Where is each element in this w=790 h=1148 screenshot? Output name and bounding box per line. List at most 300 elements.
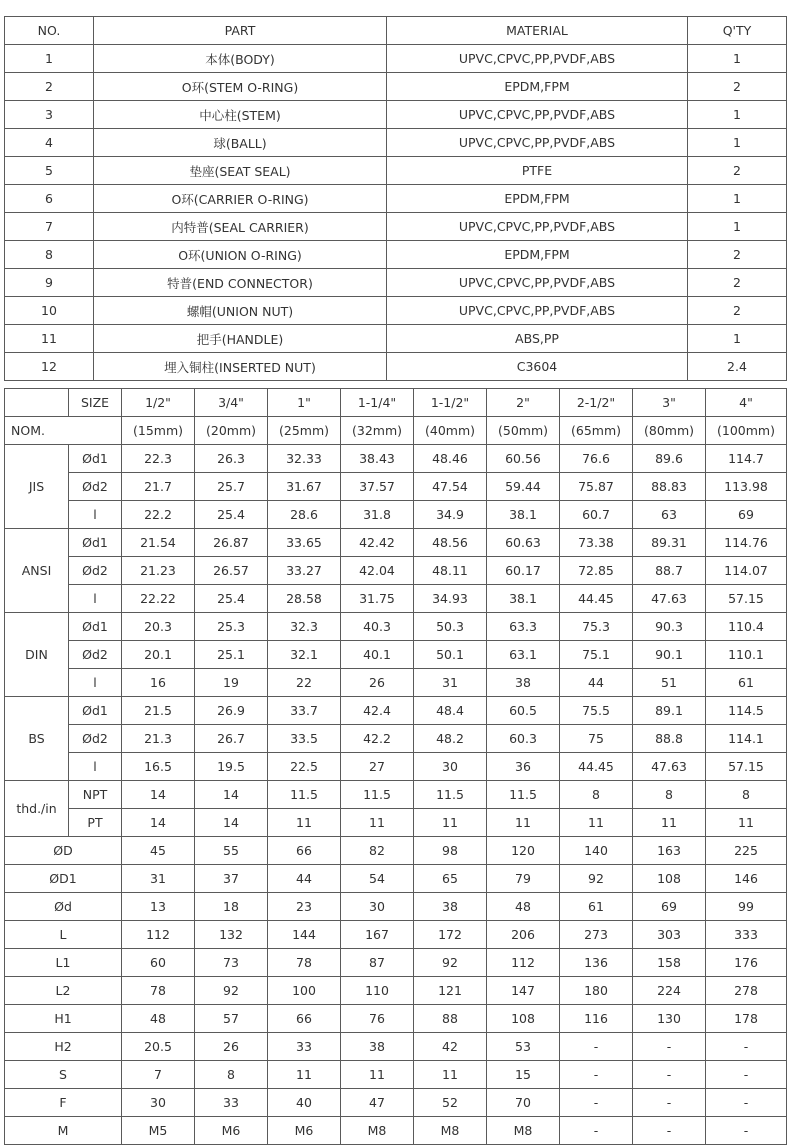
dimension-value-cell: 172 (414, 921, 487, 949)
dimension-label: L1 (5, 949, 122, 977)
part-qty-cell: 1 (688, 129, 787, 157)
dimension-value-cell: 114.07 (706, 557, 787, 585)
dimension-value-cell: 47.63 (633, 753, 706, 781)
part-row (5, 45, 787, 73)
dimension-value-cell: 38 (341, 1033, 414, 1061)
dimension-value-cell: 60.5 (487, 697, 560, 725)
nom-header-cell: (25mm) (268, 417, 341, 445)
dimension-value-cell: 60.7 (560, 501, 633, 529)
dimension-value-cell: M8 (414, 1117, 487, 1145)
dimension-value-cell: 22.22 (122, 585, 195, 613)
dimension-value-cell: - (633, 1089, 706, 1117)
dimension-value-cell: 11 (414, 809, 487, 837)
standard-group-label: thd./in (5, 781, 69, 837)
dimension-value-cell: 11 (706, 809, 787, 837)
dimension-value-cell: 92 (560, 865, 633, 893)
dimension-value-cell: 90.1 (633, 641, 706, 669)
dimension-value-cell: - (560, 1117, 633, 1145)
dimension-value-cell: 11 (268, 809, 341, 837)
dimension-row (5, 1005, 787, 1033)
dimension-value-cell: 8 (633, 781, 706, 809)
dimension-label: S (5, 1061, 122, 1089)
dimension-value-cell: 132 (195, 921, 268, 949)
dimension-value-cell: 21.3 (122, 725, 195, 753)
part-row (5, 325, 787, 353)
part-row (5, 297, 787, 325)
dimension-value-cell: 114.76 (706, 529, 787, 557)
dimension-value-cell: 78 (122, 977, 195, 1005)
nom-header-cell: (32mm) (341, 417, 414, 445)
size-header-cell: 2" (487, 389, 560, 417)
dimension-value-cell: 140 (560, 837, 633, 865)
dimension-row (5, 893, 787, 921)
part-material-cell: PTFE (387, 157, 688, 185)
dimension-value-cell: 65 (414, 865, 487, 893)
dimension-value-cell: 48.56 (414, 529, 487, 557)
dimension-label: L (5, 921, 122, 949)
dimension-value-cell: 333 (706, 921, 787, 949)
dimension-value-cell: - (706, 1033, 787, 1061)
part-row (5, 353, 787, 381)
dimension-sub-label: Ød2 (69, 725, 122, 753)
dimension-value-cell: 21.7 (122, 473, 195, 501)
dimension-value-cell: - (560, 1061, 633, 1089)
dimension-value-cell: 121 (414, 977, 487, 1005)
dimension-value-cell: - (706, 1089, 787, 1117)
dimension-value-cell: 26 (195, 1033, 268, 1061)
nom-header-cell: (15mm) (122, 417, 195, 445)
dimension-sub-label: PT (69, 809, 122, 837)
dimension-value-cell: 60.3 (487, 725, 560, 753)
part-material-cell: UPVC,CPVC,PP,PVDF,ABS (387, 129, 688, 157)
dimension-label: ØD1 (5, 865, 122, 893)
dimension-value-cell: 273 (560, 921, 633, 949)
size-header-cell: 2-1/2" (560, 389, 633, 417)
part-material-cell: UPVC,CPVC,PP,PVDF,ABS (387, 269, 688, 297)
dimension-value-cell: 22 (268, 669, 341, 697)
dimension-value-cell: 31 (122, 865, 195, 893)
dimension-value-cell: 25.4 (195, 585, 268, 613)
dimension-value-cell: 26.7 (195, 725, 268, 753)
nom-header-cell: (20mm) (195, 417, 268, 445)
dimension-value-cell: 108 (633, 865, 706, 893)
dimension-value-cell: 63 (633, 501, 706, 529)
dimension-row (5, 529, 787, 557)
size-header-cell: 1-1/2" (414, 389, 487, 417)
dimension-value-cell: 50.3 (414, 613, 487, 641)
dimension-value-cell: 31.75 (341, 585, 414, 613)
dimension-sub-label: Ød1 (69, 613, 122, 641)
dimension-value-cell: 30 (341, 893, 414, 921)
dimension-value-cell: 25.4 (195, 501, 268, 529)
part-qty-cell: 2 (688, 269, 787, 297)
dimension-row (5, 641, 787, 669)
part-name-cell: 把手(HANDLE) (94, 325, 387, 353)
dimension-value-cell: 55 (195, 837, 268, 865)
part-row (5, 185, 787, 213)
dimension-value-cell: 26 (341, 669, 414, 697)
dimension-value-cell: 38 (414, 893, 487, 921)
dimension-value-cell: 60 (122, 949, 195, 977)
part-no-cell: 7 (5, 213, 94, 241)
part-row (5, 101, 787, 129)
part-material-cell: EPDM,FPM (387, 73, 688, 101)
part-no-cell: 4 (5, 129, 94, 157)
dimension-value-cell: 87 (341, 949, 414, 977)
dimension-value-cell: M6 (195, 1117, 268, 1145)
dimension-value-cell: 178 (706, 1005, 787, 1033)
dimension-value-cell: - (633, 1117, 706, 1145)
part-qty-cell: 1 (688, 325, 787, 353)
dimension-value-cell: M5 (122, 1117, 195, 1145)
dimension-row (5, 1117, 787, 1145)
dimension-value-cell: 14 (195, 781, 268, 809)
dimension-value-cell: 40.1 (341, 641, 414, 669)
part-row (5, 157, 787, 185)
nom-header-cell: (65mm) (560, 417, 633, 445)
dimension-value-cell: 57.15 (706, 585, 787, 613)
dimension-sub-label: l (69, 753, 122, 781)
dimension-value-cell: 47 (341, 1089, 414, 1117)
dimension-value-cell: 48.46 (414, 445, 487, 473)
dimension-value-cell: 59.44 (487, 473, 560, 501)
dimension-value-cell: 48 (122, 1005, 195, 1033)
part-name-cell: O环(STEM O-RING) (94, 73, 387, 101)
dimension-value-cell: 113.98 (706, 473, 787, 501)
dimension-value-cell: 25.1 (195, 641, 268, 669)
dimension-row (5, 1033, 787, 1061)
dimension-sub-label: Ød1 (69, 697, 122, 725)
dimension-value-cell: 99 (706, 893, 787, 921)
parts-table (4, 16, 787, 381)
dimension-value-cell: 14 (122, 809, 195, 837)
nom-header-cell: (100mm) (706, 417, 787, 445)
standard-group-label: JIS (5, 445, 69, 529)
dimension-row (5, 809, 787, 837)
dimension-row (5, 977, 787, 1005)
dimension-value-cell: 27 (341, 753, 414, 781)
part-qty-cell: 2 (688, 241, 787, 269)
dimension-value-cell: 11 (341, 809, 414, 837)
nom-label: NOM. (5, 417, 122, 445)
dimension-value-cell: 116 (560, 1005, 633, 1033)
dimension-value-cell: 33.7 (268, 697, 341, 725)
part-material-cell: UPVC,CPVC,PP,PVDF,ABS (387, 297, 688, 325)
dimensions-table (4, 388, 787, 1145)
dimension-value-cell: - (633, 1033, 706, 1061)
dimension-row (5, 921, 787, 949)
part-no-cell: 10 (5, 297, 94, 325)
dimension-value-cell: 48.11 (414, 557, 487, 585)
header-part: PART (94, 17, 387, 45)
dimension-row (5, 445, 787, 473)
dimension-value-cell: 57.15 (706, 753, 787, 781)
dimension-value-cell: 158 (633, 949, 706, 977)
part-name-cell: O环(CARRIER O-RING) (94, 185, 387, 213)
dimension-value-cell: 112 (487, 949, 560, 977)
dimension-value-cell: 75.5 (560, 697, 633, 725)
dimension-value-cell: 114.1 (706, 725, 787, 753)
dimension-row (5, 753, 787, 781)
part-row (5, 269, 787, 297)
header-qty: Q'TY (688, 17, 787, 45)
dimension-value-cell: 28.6 (268, 501, 341, 529)
dimension-value-cell: 11 (414, 1061, 487, 1089)
dimension-value-cell: 8 (706, 781, 787, 809)
dimension-row (5, 585, 787, 613)
dimension-value-cell: 114.5 (706, 697, 787, 725)
dimension-value-cell: 32.3 (268, 613, 341, 641)
dimension-row (5, 473, 787, 501)
dimension-value-cell: 19 (195, 669, 268, 697)
dimension-row (5, 1089, 787, 1117)
standard-group-label: BS (5, 697, 69, 781)
dimension-value-cell: 47.63 (633, 585, 706, 613)
dimension-value-cell: 76.6 (560, 445, 633, 473)
part-no-cell: 11 (5, 325, 94, 353)
dimension-sub-label: Ød2 (69, 473, 122, 501)
dimension-value-cell: 100 (268, 977, 341, 1005)
dimension-value-cell: 34.93 (414, 585, 487, 613)
dimension-value-cell: 224 (633, 977, 706, 1005)
parts-header-row (5, 17, 787, 45)
part-material-cell: UPVC,CPVC,PP,PVDF,ABS (387, 101, 688, 129)
dimension-value-cell: 15 (487, 1061, 560, 1089)
dimension-value-cell: M8 (341, 1117, 414, 1145)
dimension-value-cell: 66 (268, 837, 341, 865)
dimension-row (5, 557, 787, 585)
dimension-value-cell: 75.1 (560, 641, 633, 669)
dimension-value-cell: 75 (560, 725, 633, 753)
dimension-value-cell: 48.2 (414, 725, 487, 753)
part-name-cell: 特普(END CONNECTOR) (94, 269, 387, 297)
dimension-value-cell: 11 (633, 809, 706, 837)
dimension-value-cell: 14 (195, 809, 268, 837)
part-row (5, 241, 787, 269)
dimension-value-cell: 42.42 (341, 529, 414, 557)
part-row (5, 213, 787, 241)
dimension-value-cell: 33 (268, 1033, 341, 1061)
dimension-value-cell: 16.5 (122, 753, 195, 781)
dimension-value-cell: 88.83 (633, 473, 706, 501)
dimension-value-cell: 63.3 (487, 613, 560, 641)
dimension-row (5, 725, 787, 753)
dimension-value-cell: 303 (633, 921, 706, 949)
dimension-value-cell: 18 (195, 893, 268, 921)
dimension-label: Ød (5, 893, 122, 921)
size-label: SIZE (69, 389, 122, 417)
standard-group-label: DIN (5, 613, 69, 697)
part-no-cell: 12 (5, 353, 94, 381)
dimension-value-cell: 11.5 (414, 781, 487, 809)
dimension-value-cell: 8 (195, 1061, 268, 1089)
dimension-value-cell: 11 (341, 1061, 414, 1089)
part-material-cell: EPDM,FPM (387, 185, 688, 213)
dimension-value-cell: 110 (341, 977, 414, 1005)
dimension-value-cell: 206 (487, 921, 560, 949)
dimension-value-cell: 11 (560, 809, 633, 837)
part-qty-cell: 1 (688, 213, 787, 241)
dimension-value-cell: 23 (268, 893, 341, 921)
dimension-value-cell: 61 (560, 893, 633, 921)
dimension-value-cell: M6 (268, 1117, 341, 1145)
dimension-value-cell: 69 (706, 501, 787, 529)
dimension-value-cell: 180 (560, 977, 633, 1005)
dimension-value-cell: 44.45 (560, 753, 633, 781)
dimension-value-cell: 50.1 (414, 641, 487, 669)
dimension-value-cell: 53 (487, 1033, 560, 1061)
dimension-value-cell: 14 (122, 781, 195, 809)
dimension-sub-label: Ød1 (69, 445, 122, 473)
size-corner-cell (5, 389, 69, 417)
part-name-cell: 垫座(SEAT SEAL) (94, 157, 387, 185)
part-name-cell: 埋入铜柱(INSERTED NUT) (94, 353, 387, 381)
standard-group-label: ANSI (5, 529, 69, 613)
dimension-sub-label: Ød1 (69, 529, 122, 557)
size-header-cell: 4" (706, 389, 787, 417)
part-material-cell: EPDM,FPM (387, 241, 688, 269)
dimension-label: L2 (5, 977, 122, 1005)
part-qty-cell: 1 (688, 45, 787, 73)
dimension-value-cell: 108 (487, 1005, 560, 1033)
part-material-cell: ABS,PP (387, 325, 688, 353)
dimension-value-cell: 33 (195, 1089, 268, 1117)
dimension-value-cell: 146 (706, 865, 787, 893)
dimension-value-cell: 11.5 (487, 781, 560, 809)
part-no-cell: 8 (5, 241, 94, 269)
dimension-value-cell: 75.3 (560, 613, 633, 641)
dimension-value-cell: 42.04 (341, 557, 414, 585)
size-header-cell: 3/4" (195, 389, 268, 417)
dimension-value-cell: 20.3 (122, 613, 195, 641)
dimension-value-cell: 19.5 (195, 753, 268, 781)
dimension-value-cell: 92 (195, 977, 268, 1005)
dimension-value-cell: 44 (268, 865, 341, 893)
dimension-value-cell: - (560, 1033, 633, 1061)
nom-header-cell: (80mm) (633, 417, 706, 445)
dimension-value-cell: 92 (414, 949, 487, 977)
dimension-label: H2 (5, 1033, 122, 1061)
dimension-value-cell: 136 (560, 949, 633, 977)
size-header-cell: 1/2" (122, 389, 195, 417)
dimension-value-cell: 38 (487, 669, 560, 697)
dimension-value-cell: 69 (633, 893, 706, 921)
part-row (5, 73, 787, 101)
dimension-value-cell: 40 (268, 1089, 341, 1117)
part-name-cell: 螺帽(UNION NUT) (94, 297, 387, 325)
dimension-value-cell: 33.5 (268, 725, 341, 753)
dimension-value-cell: 45 (122, 837, 195, 865)
dimension-value-cell: 20.1 (122, 641, 195, 669)
part-material-cell: C3604 (387, 353, 688, 381)
dimension-value-cell: 25.7 (195, 473, 268, 501)
dimension-value-cell: 82 (341, 837, 414, 865)
dimension-value-cell: 78 (268, 949, 341, 977)
dimension-value-cell: 63.1 (487, 641, 560, 669)
dimension-value-cell: 13 (122, 893, 195, 921)
dimension-value-cell: 21.5 (122, 697, 195, 725)
dimension-sub-label: l (69, 585, 122, 613)
dimension-value-cell: 163 (633, 837, 706, 865)
dimension-row (5, 949, 787, 977)
dimension-value-cell: 225 (706, 837, 787, 865)
dimension-value-cell: 110.4 (706, 613, 787, 641)
dimension-label: ØD (5, 837, 122, 865)
dimension-value-cell: 89.1 (633, 697, 706, 725)
dimension-value-cell: 112 (122, 921, 195, 949)
dimension-sub-label: l (69, 501, 122, 529)
dimension-value-cell: 22.5 (268, 753, 341, 781)
parts-table-body (5, 17, 787, 381)
dimension-label: F (5, 1089, 122, 1117)
dimension-value-cell: 32.33 (268, 445, 341, 473)
dimension-label: H1 (5, 1005, 122, 1033)
dimension-value-cell: M8 (487, 1117, 560, 1145)
dimension-value-cell: 73.38 (560, 529, 633, 557)
part-no-cell: 5 (5, 157, 94, 185)
dimension-sub-label: Ød2 (69, 557, 122, 585)
header-material: MATERIAL (387, 17, 688, 45)
dimension-value-cell: 52 (414, 1089, 487, 1117)
dimension-value-cell: 79 (487, 865, 560, 893)
part-qty-cell: 2 (688, 157, 787, 185)
dimension-value-cell: 278 (706, 977, 787, 1005)
dimension-value-cell: 42.4 (341, 697, 414, 725)
dimension-value-cell: 26.57 (195, 557, 268, 585)
dimension-value-cell: 34.9 (414, 501, 487, 529)
dimension-row (5, 781, 787, 809)
dimension-value-cell: 31 (414, 669, 487, 697)
dimension-row (5, 837, 787, 865)
dimension-value-cell: 110.1 (706, 641, 787, 669)
dimension-value-cell: 66 (268, 1005, 341, 1033)
dimension-value-cell: 11 (268, 1061, 341, 1089)
part-no-cell: 1 (5, 45, 94, 73)
dimension-value-cell: 89.6 (633, 445, 706, 473)
dimension-value-cell: 37.57 (341, 473, 414, 501)
nom-header-cell: (50mm) (487, 417, 560, 445)
dimension-value-cell: 16 (122, 669, 195, 697)
dimension-row (5, 865, 787, 893)
size-header-row (5, 389, 787, 417)
part-no-cell: 9 (5, 269, 94, 297)
nominal-header-row (5, 417, 787, 445)
dimension-value-cell: 42 (414, 1033, 487, 1061)
part-no-cell: 6 (5, 185, 94, 213)
dimension-sub-label: l (69, 669, 122, 697)
dimension-value-cell: 38.43 (341, 445, 414, 473)
dimension-value-cell: - (560, 1089, 633, 1117)
part-no-cell: 3 (5, 101, 94, 129)
dimension-value-cell: 98 (414, 837, 487, 865)
dimension-value-cell: 88 (414, 1005, 487, 1033)
dimension-value-cell: 72.85 (560, 557, 633, 585)
part-no-cell: 2 (5, 73, 94, 101)
part-qty-cell: 2 (688, 73, 787, 101)
dimension-value-cell: 11 (487, 809, 560, 837)
dimension-value-cell: 60.17 (487, 557, 560, 585)
dimension-value-cell: 20.5 (122, 1033, 195, 1061)
dimension-value-cell: 31.67 (268, 473, 341, 501)
dimension-value-cell: 90.3 (633, 613, 706, 641)
dimension-row (5, 613, 787, 641)
dimension-value-cell: 26.3 (195, 445, 268, 473)
dimension-row (5, 697, 787, 725)
dimension-value-cell: 51 (633, 669, 706, 697)
nom-header-cell: (40mm) (414, 417, 487, 445)
dimensions-table-body (5, 389, 787, 1145)
dimension-value-cell: 54 (341, 865, 414, 893)
